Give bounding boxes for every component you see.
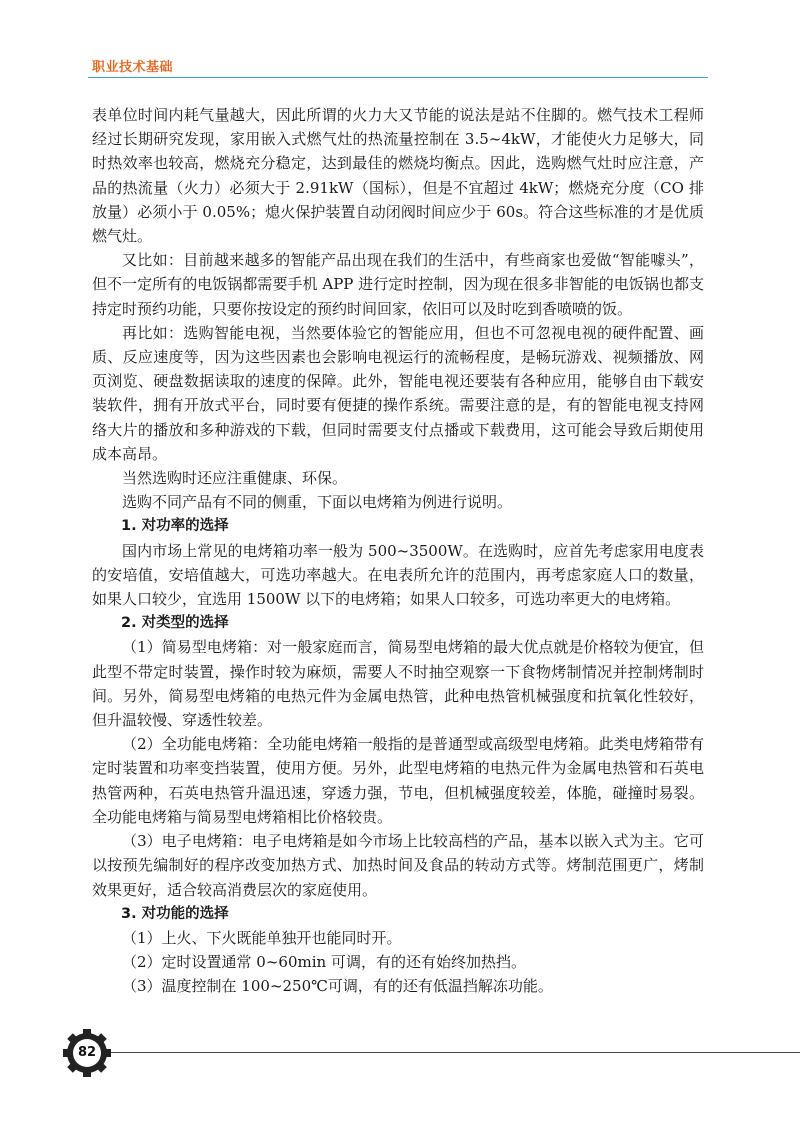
paragraph-temperature: （3）温度控制在 100~250℃可调，有的还有低温挡解冻功能。 [122, 977, 553, 996]
paragraph-heating: （1）上火、下火既能单独开也能同时开。 [122, 928, 402, 947]
paragraph-simple-oven: （1）简易型电烤箱：对一般家庭而言，简易型电烤箱的最大优点就是价格较为便宜，但此型不带定时装置，操作时较为麻烦，需要人不时抽空观察一下食物烤制情况并控制烤制时间。另外，简易型电烤箱的电热元件为金属电热管，此种电热管机械强度和抗氧化性较好，但升温较慢、穿透性较差。 [92, 638, 704, 730]
page-body [92, 103, 704, 999]
paragraph-timer: （2）定时设置通常 0~60min 可调，有的还有始终加热挡。 [122, 953, 526, 972]
page-number-badge [62, 1028, 112, 1078]
heading-power-selection: 1. 对功率的选择 [121, 518, 229, 535]
paragraph-electronic-oven: （3）电子电烤箱：电子电烤箱是如今市场上比较高档的产品，基本以嵌入式为主。它可以按预先编制好的程序改变加热方式、加热时间及食品的转动方式等。烤制范围更广，烤制效果更好，适合较高消费层次的家庭使用。 [92, 832, 704, 899]
page-number: 82 [77, 1045, 97, 1060]
heading-type-selection: 2. 对类型的选择 [121, 615, 229, 632]
running-header-title: 职业技术基础 [92, 60, 174, 75]
paragraph-full-function-oven: （2）全功能电烤箱：全功能电烤箱一般指的是普通型或高级型电烤箱。此类电烤箱带有定时装置和功率变挡装置，使用方便。另外，此型电烤箱的电热元件为金属电热管和石英电热管两种，石英电热管升温迅速，穿透力强，节电，但机械强度较差，体脆，碰撞时易裂。全功能电烤箱与简易型电烤箱相比价格较贵。 [92, 735, 704, 826]
paragraph-gas-stove: 表单位时间内耗气量越大，因此所谓的火力大又节能的说法是站不住脚的。燃气技术工程师经过长期研究发现，家用嵌入式燃气灶的热流量控制在 3.5~4kW，才能使火力足够大，同时热效率也较高，燃烧充分稳定，达到最佳的燃烧均衡点。因此，选购燃气灶时应注意，产品的热流量（火力）必须大于 2.91kW（国标），但是不宜超过 4kW；燃烧充分度（CO 排放量）必须小于 0.05%；熄火保护装置自动闭阀时间应少于 60s。符合这些标准的才是优质燃气灶。 [92, 106, 704, 246]
paragraph-smart-tv: 再比如：选购智能电视，当然要体验它的智能应用，但也不可忽视电视的硬件配置、画质、反应速度等，因为这些因素也会影响电视运行的流畅程度，是畅玩游戏、视频播放、网页浏览、硬盘数据读取的速度的保障。此外，智能电视还要装有各种应用，能够自由下载安装软件，拥有开放式平台，同时要有便捷的操作系统。需要注意的是，有的智能电视支持网络大片的播放和多种游戏的下载，但同时需要支付点播或下载费用，这可能会导致后期使用成本高昂。 [92, 323, 704, 463]
paragraph-rice-cooker: 又比如：目前越来越多的智能产品出现在我们的生活中，有些商家也爱做“智能噱头”，但不一定所有的电饭锅都需要手机 APP 进行定时控制，因为现在很多非智能的电饭锅也都支持定时预约功能，只要你按设定的预约时间回家，依旧可以及时吃到香喷喷的饭。 [92, 251, 704, 318]
header-divider [88, 77, 708, 78]
heading-function-selection: 3. 对功能的选择 [121, 905, 229, 922]
paragraph-power: 国内市场上常见的电烤箱功率一般为 500~3500W。在选购时，应首先考虑家用电度表的安培值，安培值越大，可选功率越大。在电表所允许的范围内，再考虑家庭人口的数量，如果人口较少，宜选用 1500W 以下的电烤箱；如果人口较多，可选功率更大的电烤箱。 [92, 541, 704, 609]
paragraph-oven-intro: 选购不同产品有不同的侧重，下面以电烤箱为例进行说明。 [122, 493, 513, 512]
paragraph-health: 当然选购时还应注重健康、环保。 [122, 469, 348, 488]
footer-divider [106, 1052, 800, 1053]
